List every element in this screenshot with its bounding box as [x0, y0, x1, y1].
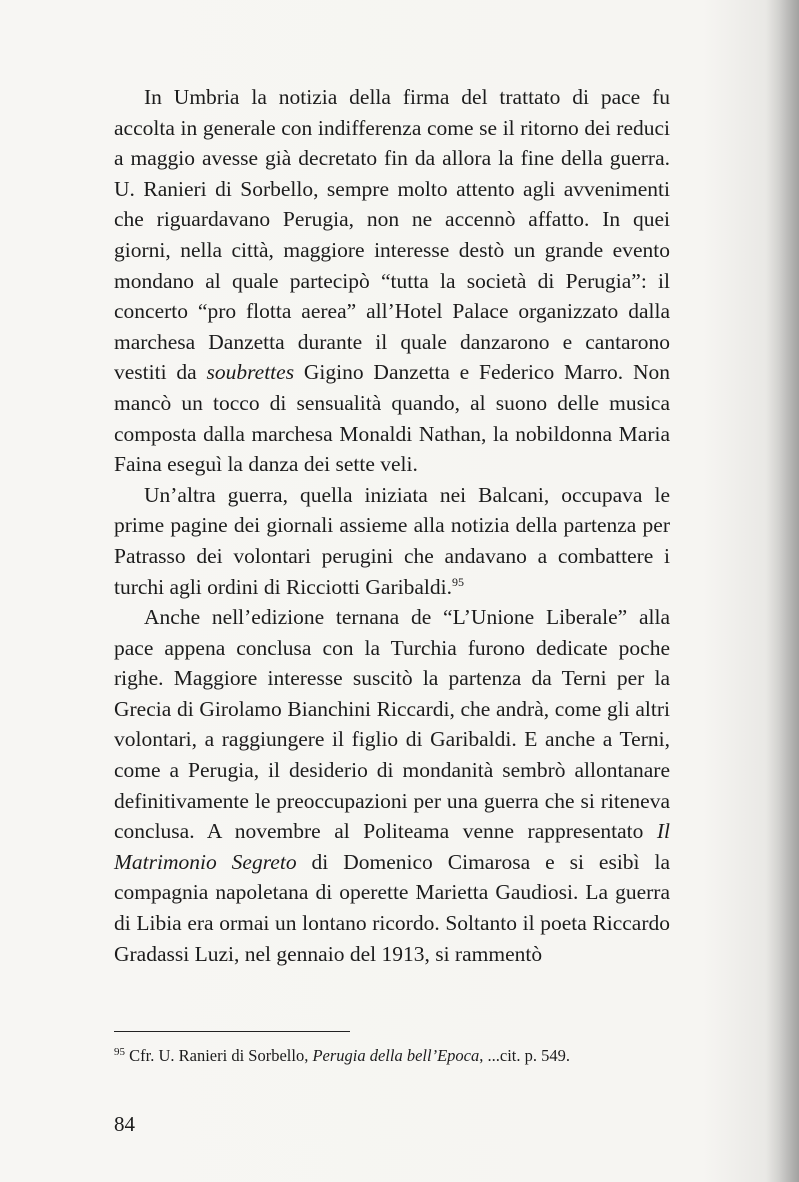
text-run: di Domenico Cimarosa e si esibì la compagnia napoletana di operette Marietta Gaudiosi. La guerra di Libia era ormai un lontano ricordo. Soltanto il poeta Riccardo Gradassi Luzi, nel gennaio del 1913, si rammentò — [114, 849, 671, 966]
footnote-title: Perugia della bell’Epoca — [312, 1046, 480, 1065]
page-number: 84 — [114, 1112, 135, 1136]
footnote-number: 95 — [114, 1046, 125, 1058]
footnote-text-after: , ...cit. p. 549. — [479, 1046, 570, 1065]
paragraph — [114, 602, 670, 969]
footnote-reference: 95 — [451, 574, 464, 589]
body-text — [114, 82, 670, 969]
text-run: Gigino Danzetta e Federico Marro. Non mancò un tocco di sensualità quando, al suono delle musica composta dalla marchesa Monaldi Nathan, la nobildonna Maria Faina eseguì la danza dei sette veli. — [114, 360, 670, 477]
footnote-rule — [114, 1031, 350, 1032]
paragraph — [114, 480, 670, 602]
page-edge-shadow — [765, 0, 799, 1182]
text-run: Anche nell’edizione ternana de “L’Unione Liberale” alla pace appena conclusa con la Turchia furono dedicate poche righe. Maggiore interesse suscitò la partenza da Terni per la Grecia di Girolamo Bianchini Riccardi, che andrà, come gli altri volontari, a raggiungere il figlio di Garibaldi. E anche a Terni, come a Perugia, il desiderio di mondanità sembrò allontanare definitivamente le preoccupazioni per una guerra che si riteneva conclusa. A novembre al Politeama venne rappresentato — [114, 605, 670, 844]
paragraph — [114, 82, 670, 480]
footnote-text-before: Cfr. U. Ranieri di Sorbello, — [125, 1046, 313, 1065]
italic-title: soubrettes — [206, 360, 295, 385]
italic-title: Il Matrimonio Segreto — [114, 819, 670, 874]
footnote-95 — [114, 1045, 674, 1067]
text-run: Un’altra guerra, quella iniziata nei Balcani, occupava le prime pagine dei giornali assieme alla notizia della partenza per Patrasso dei volontari perugini che andavano a combattere i turchi agli ordini di Ricciotti Garibaldi. — [114, 482, 670, 599]
text-run: In Umbria la notizia della firma del trattato di pace fu accolta in generale con indifferenza come se il ritorno dei reduci a maggio avesse già decretato fin da allora la fine della guerra. U. Ranieri di Sorbello, sempre molto attento agli avvenimenti che riguardavano Perugia, non ne accennò affatto. In quei giorni, nella città, maggiore interesse destò un grande evento mondano al quale partecipò “tutta la società di Perugia”: il concerto “pro flotta aerea” all’Hotel Palace organizzato dalla marchesa Danzetta durante il quale danzarono e cantarono vestiti da — [114, 85, 670, 385]
